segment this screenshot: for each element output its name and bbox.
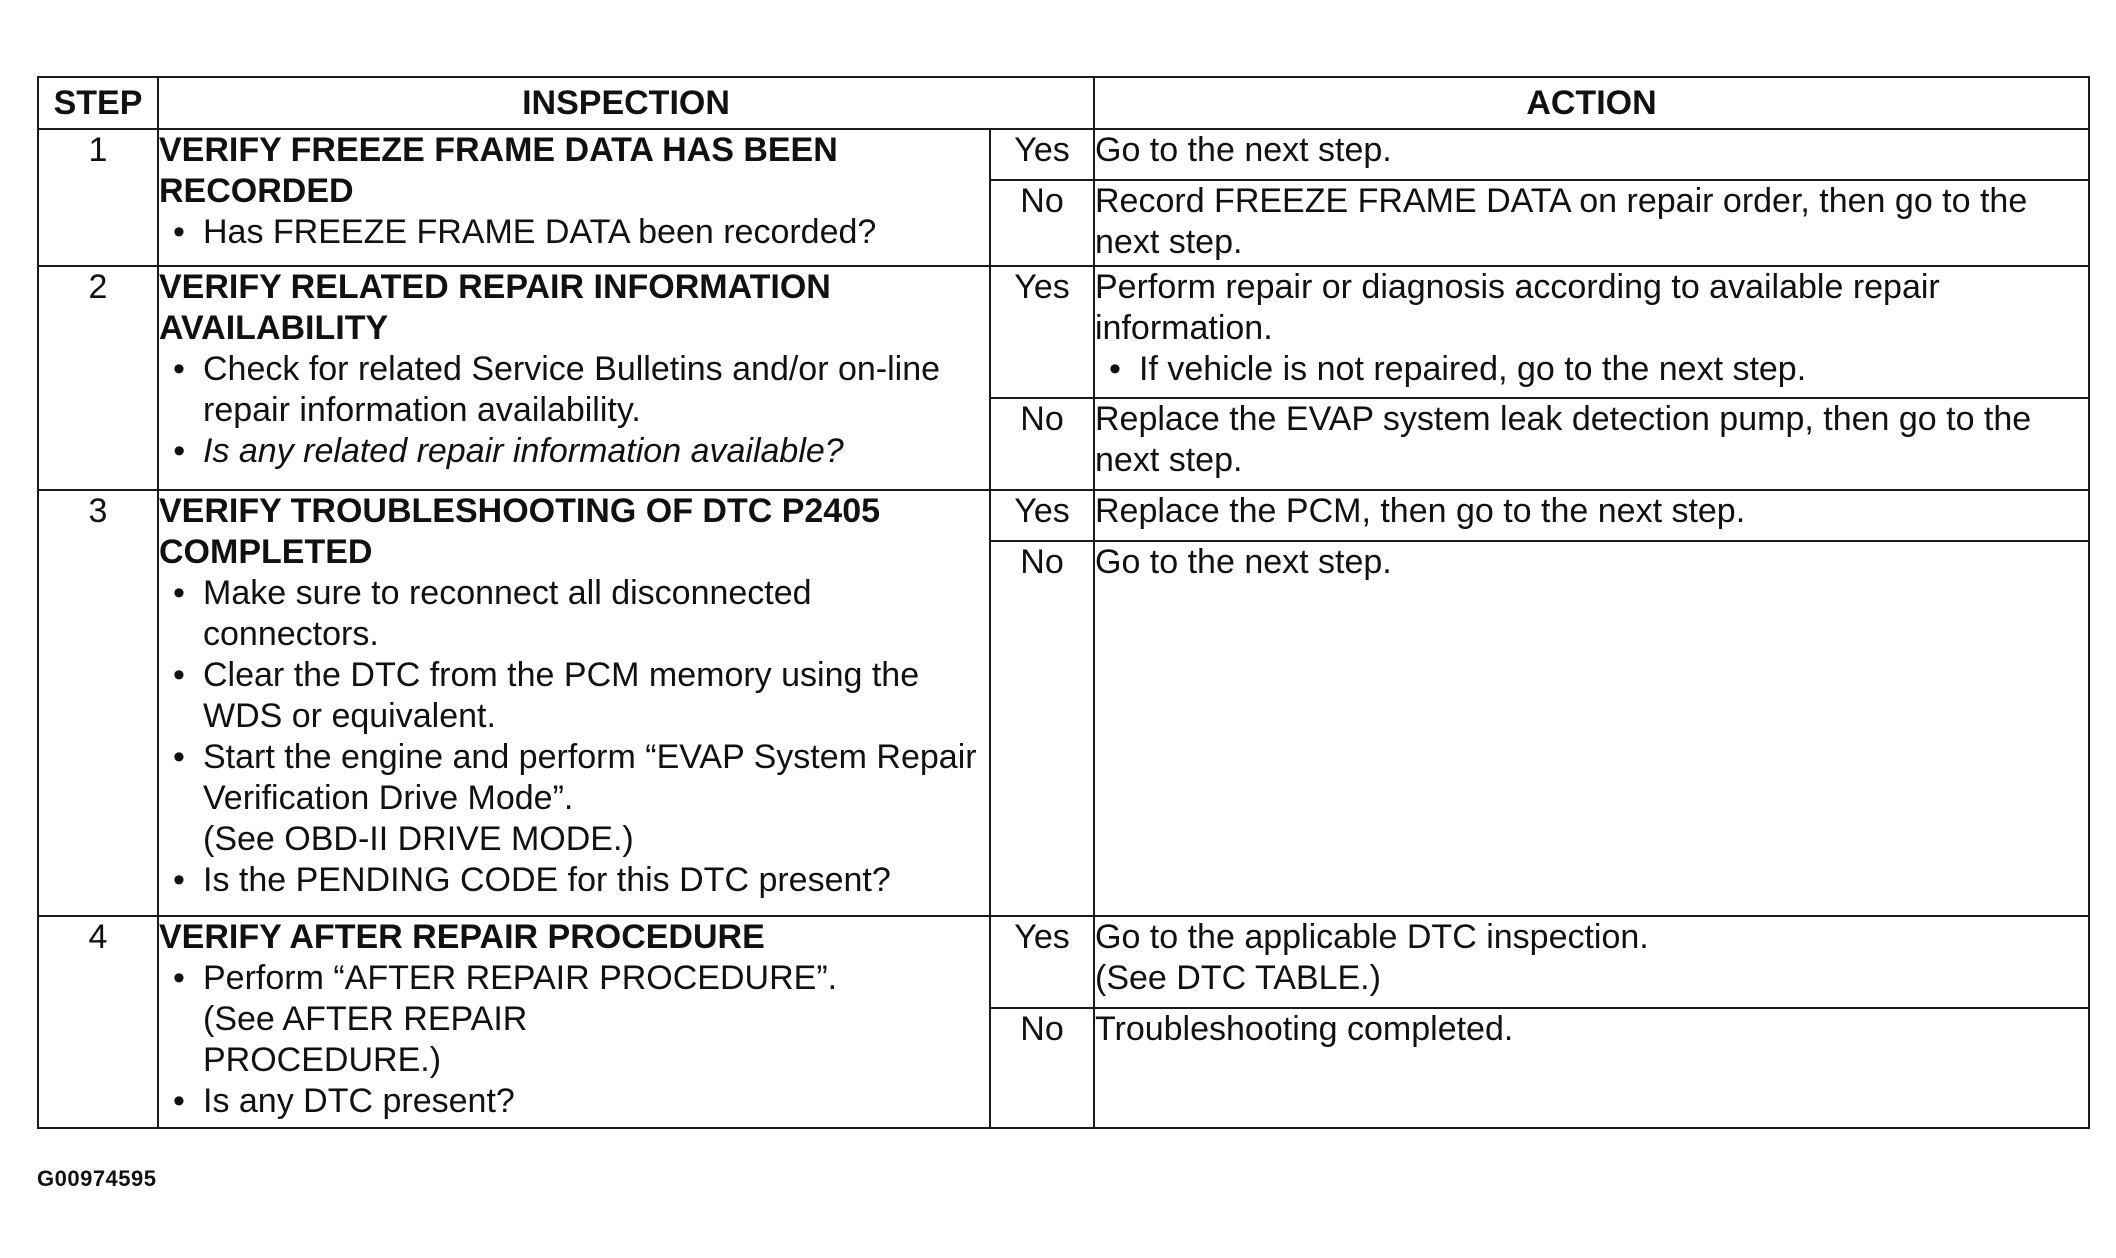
header-row [38,77,2089,129]
no-action: Troubleshooting completed. [1094,1008,2089,1128]
inspection-bullet-text: • Perform “AFTER REPAIR PROCEDURE”. [203,959,838,997]
inspection-bullet-with-note [203,737,989,860]
table-row [38,129,2089,180]
inspection-title: VERIFY AFTER REPAIR PROCEDURE [159,918,765,956]
yes-action: Perform repair or diagnosis according to available repair information. [1095,268,1940,347]
yes-action-note: (See DTC TABLE.) [1095,959,1381,997]
figure-id: G00974595 [37,1166,157,1191]
inspection-cell [158,916,990,1128]
inspection-bullet: • Clear the DTC from the PCM memory using the WDS or equivalent. [203,655,989,737]
inspection-bullet-note: (See AFTER REPAIR PROCEDURE.) [203,1000,528,1079]
yes-action-cell [1094,266,2089,398]
table-row [38,916,2089,1008]
diagnostic-table [37,76,2090,1129]
step-number: 2 [38,266,158,490]
inspection-bullets [159,958,989,1122]
no-label: No [990,1008,1094,1128]
no-action: Go to the next step. [1094,541,2089,916]
table-row [38,266,2089,398]
yes-label: Yes [990,490,1094,541]
yes-action: Replace the PCM, then go to the next step. [1094,490,2089,541]
header-action: ACTION [1094,77,2089,129]
inspection-cell [158,490,990,916]
inspection-cell [158,266,990,490]
inspection-bullet: • Is any related repair information available? [203,431,989,472]
action-bullets [1095,349,2088,390]
no-label: No [990,180,1094,266]
action-bullet: • If vehicle is not repaired, go to the next step. [1139,349,2088,390]
yes-action: Go to the applicable DTC inspection. [1095,918,1649,956]
inspection-bullet: • Is the PENDING CODE for this DTC present? [203,860,989,901]
inspection-bullet: • Check for related Service Bulletins and/or on-line repair information availability. [203,349,989,431]
step-number: 1 [38,129,158,266]
yes-label: Yes [990,129,1094,180]
inspection-bullet-note: (See OBD-II DRIVE MODE.) [203,820,634,858]
inspection-bullet: • Is any DTC present? [203,1081,989,1122]
inspection-title: VERIFY TROUBLESHOOTING OF DTC P2405 COMPLETED [159,492,881,571]
inspection-bullet: • Has FREEZE FRAME DATA been recorded? [203,212,989,253]
step-number: 3 [38,490,158,916]
header-step: STEP [38,77,158,129]
step-number: 4 [38,916,158,1128]
inspection-bullets [159,573,989,901]
inspection-cell [158,129,990,266]
table-row [38,490,2089,541]
inspection-bullets [159,212,989,253]
no-action: Record FREEZE FRAME DATA on repair order, then go to the next step. [1094,180,2089,266]
inspection-bullet-with-note [203,958,989,1081]
yes-action: Go to the next step. [1094,129,2089,180]
inspection-title: VERIFY RELATED REPAIR INFORMATION AVAILABILITY [159,268,831,347]
header-inspection: INSPECTION [158,77,1094,129]
yes-label: Yes [990,266,1094,398]
inspection-bullet: • Make sure to reconnect all disconnected connectors. [203,573,989,655]
inspection-bullet-text: • Start the engine and perform “EVAP System Repair Verification Drive Mode”. [203,738,977,817]
yes-action-cell [1094,916,2089,1008]
no-label: No [990,541,1094,916]
inspection-title: VERIFY FREEZE FRAME DATA HAS BEEN RECORDED [159,131,838,210]
no-action: Replace the EVAP system leak detection pump, then go to the next step. [1094,398,2089,490]
inspection-bullets [159,349,989,472]
no-label: No [990,398,1094,490]
yes-label: Yes [990,916,1094,1008]
